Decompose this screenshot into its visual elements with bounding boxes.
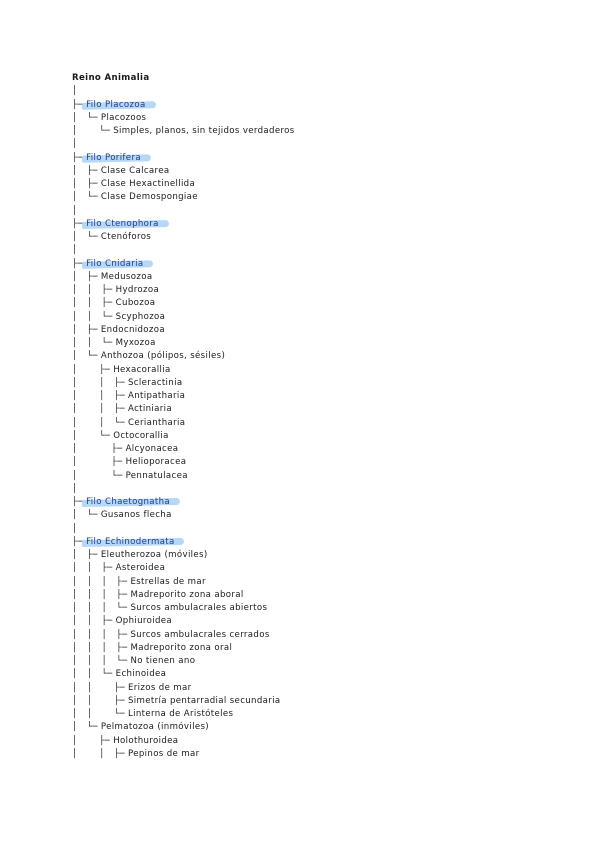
node-label: Anthozoa (pólipos, sésiles) bbox=[100, 351, 226, 362]
node-label: Ceriantharia bbox=[128, 417, 186, 428]
tree-branch-connector: │ │ ├─ bbox=[72, 682, 128, 693]
phylum-line bbox=[72, 496, 170, 509]
tree-line bbox=[72, 205, 78, 218]
phylum-line bbox=[72, 536, 175, 549]
tree-line bbox=[72, 562, 165, 575]
tree-branch-connector: │ │ ├─ bbox=[72, 616, 116, 627]
tree-line bbox=[72, 642, 232, 655]
node-label: Clase Hexactinellida bbox=[100, 179, 196, 189]
tree-line bbox=[72, 695, 281, 708]
tree-branch-connector: │ ├─ bbox=[72, 324, 101, 335]
tree-branch-connector: │ │ │ ├─ bbox=[72, 589, 131, 600]
tree-line bbox=[72, 576, 206, 589]
highlighted-phylum-label: Filo Echinodermata bbox=[86, 536, 175, 547]
tree-branch-connector: │ │ │ ├─ bbox=[72, 642, 131, 653]
tree-branch-connector: │ │ ├─ bbox=[72, 298, 116, 309]
tree-branch-connector: │ ├─ bbox=[72, 550, 101, 560]
tree-branch-connector: │ │ ├─ bbox=[72, 285, 116, 295]
node-label: Simples, planos, sin tejidos verdaderos bbox=[113, 126, 295, 136]
tree-line bbox=[72, 735, 178, 748]
phylum-line bbox=[72, 152, 141, 165]
tree-branch-connector: │ └─ bbox=[72, 510, 101, 521]
tree-line bbox=[72, 311, 165, 324]
node-label: Holothuroidea bbox=[113, 735, 179, 746]
tree-line bbox=[72, 85, 78, 98]
tree-branch-connector: │ │ ├─ bbox=[72, 377, 128, 388]
phylum-line bbox=[72, 218, 159, 231]
tree-line bbox=[72, 615, 172, 628]
tree-branch-connector: ├─ bbox=[72, 152, 87, 163]
node-label: Asteroidea bbox=[115, 563, 166, 574]
tree-branch-connector: │ └─ bbox=[72, 192, 101, 203]
tree-branch-connector: │ └─ bbox=[72, 470, 126, 481]
tree-line bbox=[72, 483, 78, 496]
tree-branch-connector: │ bbox=[72, 245, 78, 256]
node-label: Hexacorallia bbox=[113, 364, 171, 375]
phylum-line bbox=[72, 99, 146, 112]
phylum-line bbox=[72, 258, 144, 271]
tree-line bbox=[72, 364, 171, 377]
tree-branch-connector: ├─ bbox=[72, 497, 87, 507]
tree-line bbox=[72, 165, 170, 178]
tree-line bbox=[72, 390, 185, 403]
tree-line bbox=[72, 748, 199, 761]
node-label: Erizos de mar bbox=[128, 682, 192, 693]
tree-branch-connector: │ bbox=[72, 205, 78, 216]
node-label: Alcyonacea bbox=[125, 444, 179, 454]
highlighted-phylum-label: Filo Porifera bbox=[86, 152, 141, 163]
tree-line bbox=[72, 112, 146, 125]
tree-branch-connector: ├─ bbox=[72, 258, 87, 269]
tree-line bbox=[72, 682, 192, 695]
node-label: Pepinos de mar bbox=[128, 748, 200, 759]
tree-branch-connector: │ ├─ bbox=[72, 271, 101, 282]
node-label: Ophiuroidea bbox=[115, 616, 173, 627]
tree-line bbox=[72, 668, 166, 681]
tree-branch-connector: │ ├─ bbox=[72, 179, 101, 189]
tree-line bbox=[72, 191, 198, 204]
tree-line bbox=[72, 655, 195, 668]
tree-line bbox=[72, 430, 169, 443]
node-label: Eleutherozoa (móviles) bbox=[100, 550, 208, 560]
tree-line bbox=[72, 403, 172, 416]
tree-branch-connector: │ bbox=[72, 523, 78, 534]
tree-branch-connector: │ │ └─ bbox=[72, 338, 116, 348]
tree-branch-connector: │ │ └─ bbox=[72, 311, 116, 322]
tree-branch-connector: │ │ ├─ bbox=[72, 748, 128, 759]
node-label: Estrellas de mar bbox=[130, 576, 206, 587]
tree-line bbox=[72, 178, 195, 191]
node-label: Antipatharia bbox=[128, 391, 186, 401]
node-label: Surcos ambulacrales abiertos bbox=[130, 603, 268, 613]
tree-line bbox=[72, 125, 295, 138]
node-label: Pelmatozoa (inmóviles) bbox=[100, 722, 209, 733]
tree-line bbox=[72, 138, 78, 151]
node-label: Gusanos flecha bbox=[100, 510, 172, 521]
tree-line bbox=[72, 443, 178, 456]
tree-branch-connector: │ │ │ ├─ bbox=[72, 629, 131, 640]
tree-branch-connector: │ │ │ └─ bbox=[72, 603, 131, 613]
tree-line bbox=[72, 629, 270, 642]
tree-line bbox=[72, 417, 185, 430]
tree-branch-connector: │ ├─ bbox=[72, 735, 114, 746]
node-label: Clase Demospongiae bbox=[100, 192, 198, 203]
tree-branch-connector: ├─ bbox=[72, 536, 87, 547]
tree-line bbox=[72, 602, 267, 615]
tree-branch-connector: │ │ └─ bbox=[72, 417, 128, 428]
node-label: Madreporito zona aboral bbox=[130, 589, 244, 600]
tree-branch-connector: │ │ ├─ bbox=[72, 563, 116, 574]
tree-line bbox=[72, 456, 186, 469]
highlighted-phylum-label: Filo Placozoa bbox=[86, 99, 146, 110]
tree-line bbox=[72, 377, 182, 390]
highlighted-phylum-label: Filo Chaetognatha bbox=[86, 497, 171, 507]
tree-line bbox=[72, 708, 233, 721]
tree-branch-connector: │ ├─ bbox=[72, 364, 114, 375]
tree-branch-connector: │ │ └─ bbox=[72, 669, 116, 680]
tree-branch-connector: ├─ bbox=[72, 218, 87, 229]
tree-branch-connector: │ │ │ └─ bbox=[72, 656, 131, 666]
node-label: Clase Calcarea bbox=[100, 165, 170, 176]
tree-line bbox=[72, 509, 172, 522]
tree-line bbox=[72, 271, 152, 284]
tree-branch-connector: │ bbox=[72, 483, 78, 494]
tree-branch-connector: │ └─ bbox=[72, 232, 101, 242]
node-label: Scleractinia bbox=[128, 377, 183, 388]
node-label: Echinoidea bbox=[115, 669, 167, 680]
node-label: Endocnidozoa bbox=[100, 324, 166, 335]
tree-line bbox=[72, 337, 156, 350]
tree-branch-connector: │ │ ├─ bbox=[72, 391, 128, 401]
node-label: Scyphozoa bbox=[115, 311, 166, 322]
tree-line bbox=[72, 523, 78, 536]
tree-branch-connector: │ ├─ bbox=[72, 457, 126, 468]
tree-branch-connector: │ └─ bbox=[72, 430, 114, 441]
node-label: Placozoos bbox=[100, 112, 147, 123]
node-label: Ctenóforos bbox=[100, 232, 152, 242]
tree-branch-connector: │ │ └─ bbox=[72, 709, 128, 719]
highlighted-phylum-label: Filo Cnidaria bbox=[86, 258, 144, 269]
tree-line bbox=[72, 350, 225, 363]
node-label: Surcos ambulacrales cerrados bbox=[130, 629, 270, 640]
tree-line bbox=[72, 589, 244, 602]
tree-branch-connector: ├─ bbox=[72, 99, 87, 110]
node-label: Simetría pentarradial secundaria bbox=[128, 695, 281, 706]
tree-line bbox=[72, 231, 151, 244]
node-label: Reino Animalia bbox=[72, 73, 150, 83]
tree-branch-connector: │ └─ bbox=[72, 126, 114, 136]
node-label: Medusozoa bbox=[100, 271, 153, 282]
node-label: Myxozoa bbox=[115, 338, 156, 348]
node-label: Madreporito zona oral bbox=[130, 642, 233, 653]
tree-branch-connector: │ └─ bbox=[72, 351, 101, 362]
tree-line bbox=[72, 721, 209, 734]
tree-branch-connector: │ bbox=[72, 139, 78, 150]
node-label: No tienen ano bbox=[130, 656, 196, 666]
tree-branch-connector: │ bbox=[72, 86, 78, 97]
tree-branch-connector: │ │ │ ├─ bbox=[72, 576, 131, 587]
tree-line bbox=[72, 244, 78, 257]
node-label: Octocorallia bbox=[113, 430, 169, 441]
node-label: Hydrozoa bbox=[115, 285, 160, 295]
node-label: Actiniaria bbox=[128, 404, 172, 415]
tree-branch-connector: │ ├─ bbox=[72, 165, 101, 176]
node-label: Linterna de Aristóteles bbox=[128, 709, 234, 719]
tree-branch-connector: │ └─ bbox=[72, 112, 101, 123]
kingdom-title bbox=[72, 72, 149, 85]
node-label: Cubozoa bbox=[115, 298, 156, 309]
tree-line bbox=[72, 284, 159, 297]
highlighted-phylum-label: Filo Ctenophora bbox=[86, 218, 159, 229]
tree-branch-connector: │ │ ├─ bbox=[72, 404, 128, 415]
tree-branch-connector: │ ├─ bbox=[72, 444, 126, 454]
node-label: Helioporacea bbox=[125, 457, 187, 468]
tree-branch-connector: │ │ ├─ bbox=[72, 695, 128, 706]
tree-line bbox=[72, 297, 155, 310]
node-label: Pennatulacea bbox=[125, 470, 188, 481]
tree-branch-connector: │ └─ bbox=[72, 722, 101, 733]
tree-line bbox=[72, 324, 165, 337]
tree-line bbox=[72, 470, 188, 483]
tree-line bbox=[72, 549, 208, 562]
